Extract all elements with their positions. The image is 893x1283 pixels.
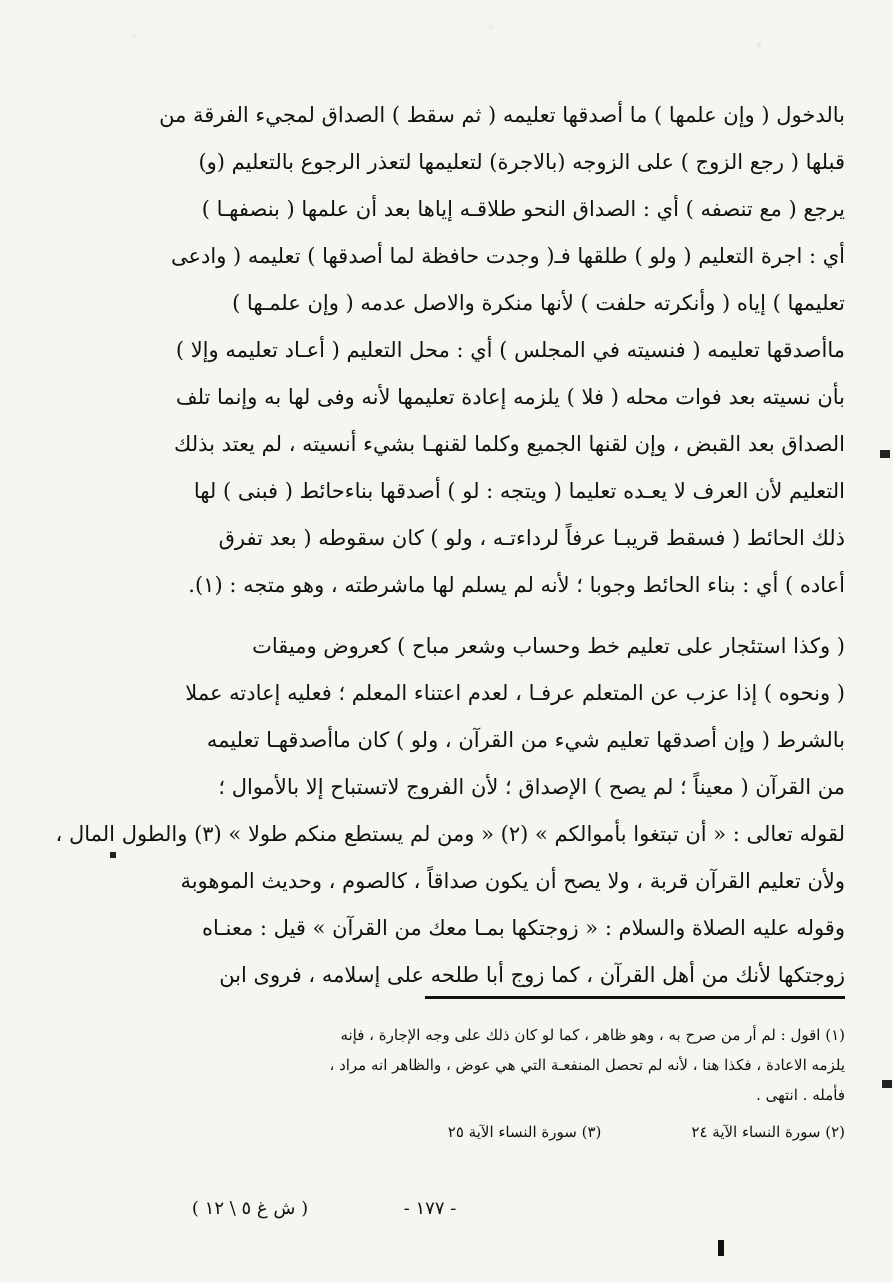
footnote-3: (٣) سورة النساء الآية ٢٥ bbox=[447, 1123, 602, 1141]
text-line: ماأصدقها تعليمه ( فنسيته في المجلس ) أي : محل التعليم ( أعـاد تعليمه وإلا ) bbox=[175, 338, 845, 362]
text-line: أعاده ) أي : بناء الحائط وجوبا ؛ لأنه لم يسلم لها ماشرطته ، وهو متجه : (١). bbox=[188, 573, 845, 597]
edge-mark bbox=[882, 1080, 892, 1088]
footnote-line: يلزمه الاعادة ، فكذا هنا ، لأنه لم تحصل المنفعـة التي هي عوض ، والظاهر انه مراد ، bbox=[329, 1056, 845, 1074]
text-line: زوجتكها لأنك من أهل القرآن ، كما زوج أبا طلحه على إسلامه ، فروى ابن bbox=[219, 963, 845, 987]
footnote-line: (١) اقول : لم أر من صرح به ، وهو ظاهر ، كما لو كان ذلك على وجه الإجارة ، فإنه bbox=[340, 1026, 845, 1044]
footnote-references bbox=[120, 1116, 845, 1148]
text-line: بأن نسيته بعد فوات محله ( فلا ) يلزمه إعادة تعليمها لأنه وفى لها به وإنما تلف bbox=[175, 385, 845, 409]
scan-noise bbox=[0, 0, 893, 90]
text-line: يرجع ( مع تنصفه ) أي : الصداق النحو طلاقـه إياها بعد أن علمها ( بنصفهـا ) bbox=[201, 197, 845, 221]
text-line: قبلها ( رجع الزوج ) على الزوجه (بالاجرة) لتعليمها لتعذر الرجوع بالتعليم (و) bbox=[198, 150, 845, 174]
footnote-line: فأمله . انتهى . bbox=[756, 1086, 845, 1104]
edge-mark bbox=[880, 450, 890, 458]
paragraph-gap bbox=[110, 609, 845, 623]
main-text bbox=[55, 92, 845, 999]
text-line: من القرآن ( معيناً ؛ لم يصح ) الإصداق ؛ لأن الفروج لاتستباح إلا بالأموال ؛ bbox=[218, 775, 845, 799]
text-line: ( وكذا استئجار على تعليم خط وحساب وشعر مباح ) كعروض وميقات bbox=[252, 634, 845, 658]
margin-mark bbox=[718, 1240, 724, 1256]
text-line: ذلك الحائط ( فسقط قريبـا عرفاً لرداءتـه ، ولو ) كان سقوطه ( بعد تفرق bbox=[218, 526, 845, 550]
text-line: ولأن تعليم القرآن قربة ، ولا يصح أن يكون صداقاً ، كالصوم ، وحديث الموهوبة bbox=[180, 869, 845, 893]
text-line: الصداق بعد القبض ، وإن لقنها الجميع وكلما لقنهـا بشيء أنسيته ، لم يعتد بذلك bbox=[174, 432, 845, 456]
text-line: أي : اجرة التعليم ( ولو ) طلقها فـ( وجدت حافظة لما أصدقها ) تعليمه ( وادعى bbox=[170, 244, 845, 268]
footnotes bbox=[120, 1020, 845, 1148]
text-line: تعليمها ) إياه ( وأنكرته حلفت ) لأنها منكرة والاصل عدمه ( وإن علمـها ) bbox=[232, 291, 845, 315]
text-line: لقوله تعالى : « أن تبتغوا بأموالكم » (٢) « ومن لم يستطع منكم طولا » (٣) والطول المال ، bbox=[55, 822, 845, 846]
text-line: التعليم لأن العرف لا يعـده تعليما ( ويتجه : لو ) أصدقها بناءحائط ( فبنى ) لها bbox=[193, 479, 845, 503]
text-line: وقوله عليه الصلاة والسلام : « زوجتكها بمـا معك من القرآن » قيل : معنـاه bbox=[201, 916, 845, 940]
text-line: ( ونحوه ) إذا عزب عن المتعلم عرفـا ، لعدم اعتناء المعلم ؛ فعليه إعادته عملا bbox=[185, 681, 845, 705]
text-line: بالدخول ( وإن علمها ) ما أصدقها تعليمه ( ثم سقط ) الصداق لمجيء الفرقة من bbox=[159, 103, 845, 127]
edge-mark bbox=[110, 852, 116, 858]
footnote-divider bbox=[425, 996, 845, 999]
page-number: - ١٧٧ - bbox=[403, 1198, 457, 1219]
printer-signature: ( ش غ ٥ \ ١٢ ) bbox=[191, 1198, 309, 1219]
footnote-2: (٢) سورة النساء الآية ٢٤ bbox=[691, 1123, 845, 1141]
text-line: بالشرط ( وإن أصدقها تعليم شيء من القرآن ، ولو ) كان ماأصدقهـا تعليمه bbox=[206, 728, 845, 752]
